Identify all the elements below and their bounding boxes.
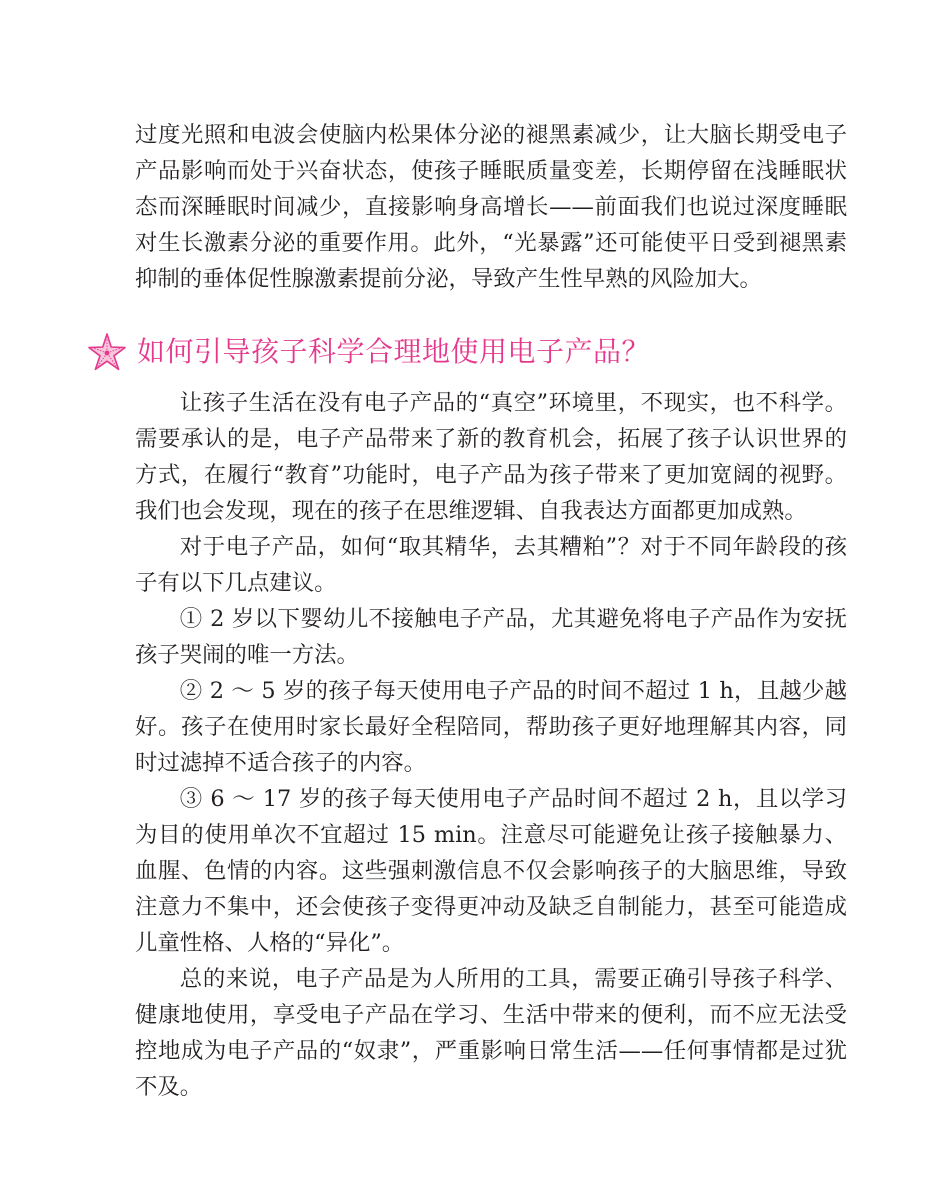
advice-item-1: ① 2 岁以下婴幼儿不接触电子产品，尤其避免将电子产品作为安抚孩子哭闹的唯一方法。 (135, 606, 847, 668)
advice-item-3: ③ 6 ～ 17 岁的孩子每天使用电子产品时间不超过 2 h，且以学习为目的使用单次不宜超过 15 min。注意尽可能避免让孩子接触暴力、血腥、色情的内容。这些强刺激信息不仅会影响孩子的大脑思维，导致注意力不集中，还会使孩子变得更冲动及缺乏自制能力，甚至可能造成儿童性格、人格的“异化”。 (135, 786, 847, 956)
section-title: 如何引导孩子科学合理地使用电子产品？ (137, 335, 651, 368)
advice-item-2: ② 2 ～ 5 岁的孩子每天使用电子产品的时间不超过 1 h，且越少越好。孩子在使用时家长最好全程陪同，帮助孩子更好地理解其内容，同时过滤掉不适合孩子的内容。 (135, 678, 847, 776)
section-heading (87, 330, 847, 374)
page-body (135, 117, 847, 1105)
intro-paragraph: 过度光照和电波会使脑内松果体分泌的褪黑素减少，让大脑长期受电子产品影响而处于兴奋状态，使孩子睡眠质量变差，长期停留在浅睡眠状态而深睡眠时间减少，直接影响身高增长——前面我们也说过深度睡眠对生长激素分泌的重要作用。此外，“光暴露”还可能使平日受到褪黑素抑制的垂体促性腺激素提前分泌，导致产生性早熟的风险加大。 (135, 122, 847, 292)
section-paragraph: 对于电子产品，如何“取其精华，去其糟粕”？对于不同年龄段的孩子有以下几点建议。 (135, 534, 847, 596)
conclusion-paragraph: 总的来说，电子产品是为人所用的工具，需要正确引导孩子科学、健康地使用，享受电子产品在学习、生活中带来的便利，而不应无法受控地成为电子产品的“奴隶”，严重影响日常生活——任何事情都是过犹不及。 (135, 966, 847, 1100)
starfish-icon (87, 332, 127, 372)
section-paragraph: 让孩子生活在没有电子产品的“真空”环境里，不现实，也不科学。需要承认的是，电子产品带来了新的教育机会，拓展了孩子认识世界的方式，在履行“教育”功能时，电子产品为孩子带来了更加宽阔的视野。我们也会发现，现在的孩子在思维逻辑、自我表达方面都更加成熟。 (135, 390, 847, 524)
